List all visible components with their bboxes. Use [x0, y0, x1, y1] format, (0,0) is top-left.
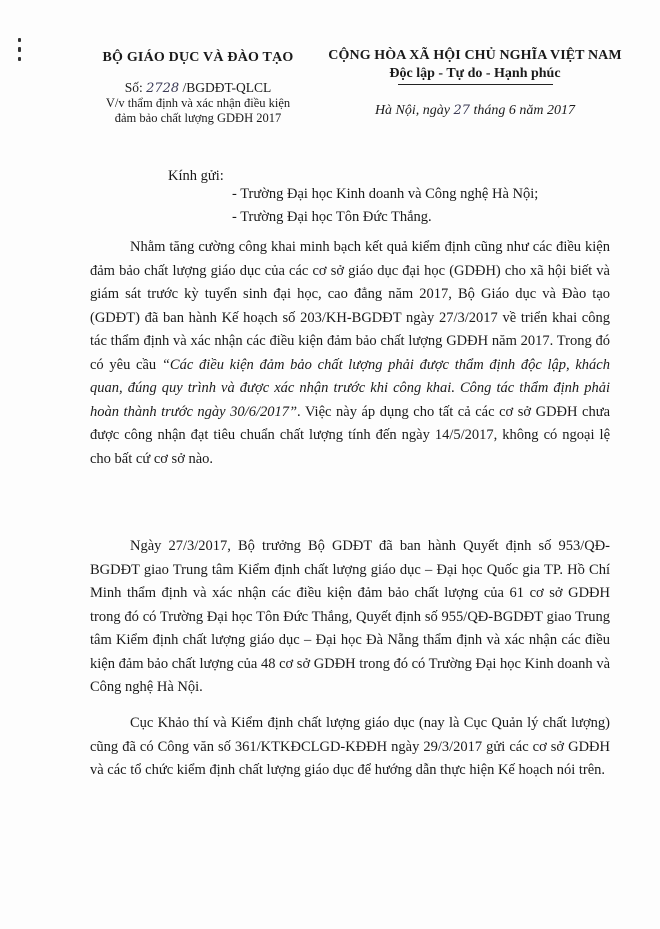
body-paragraph-1 [90, 236, 610, 471]
doc-number-handwritten: 2728 [146, 81, 180, 96]
paragraph-text: . Việc này áp dụng cho tất cả các cơ sở GDĐH chưa được công nhận đạt tiêu chuẩn chất lượng tính đến ngày 14/5/2017, không có ngoại lệ cho bất cứ cơ sở nào. [90, 403, 611, 467]
national-motto: Độc lập - Tự do - Hạnh phúc [389, 66, 561, 81]
paragraph-text: Nhằm tăng cường công khai minh bạch kết quả kiểm định cũng như các điều kiện đảm bảo chất lượng giáo dục của các cơ sở giáo dục đại học (GDĐH) cho xã hội biết và giám sát trước kỳ tuyển sinh đại học, cao đẳng năm 2017, Bộ Giáo dục và Đào tạo (GDĐT) đã ban hành Kế hoạch số 203/KH-BGDĐT ngày 27/3/2017 về triển khai công tác thẩm định và xác nhận các điều kiện đảm bảo chất lượng GDĐH năm 2017. Trong đó có yêu cầu [90, 239, 610, 373]
issuer-block [78, 50, 318, 126]
punch-hole-mark [18, 47, 21, 52]
ministry-name: BỘ GIÁO DỤC VÀ ĐÀO TẠO [102, 50, 294, 65]
date-suffix: tháng 6 năm 2017 [473, 103, 576, 118]
motto-underline [398, 84, 553, 85]
subject-line-2: đảm bảo chất lượng GDĐH 2017 [114, 111, 282, 125]
recipient-item: - Trường Đại học Tôn Đức Thắng. [232, 209, 432, 225]
subject-line [78, 96, 318, 126]
date-prefix: Hà Nội, ngày [374, 103, 450, 118]
doc-number-prefix: Số: [124, 80, 143, 95]
date-day-handwritten: 27 [453, 103, 471, 118]
body-paragraph-2: Ngày 27/3/2017, Bộ trưởng Bộ GDĐT đã ban hành Quyết định số 953/QĐ-BGDĐT giao Trung tâm Kiểm định chất lượng giáo dục – Đại học Quốc gia TP. Hồ Chí Minh thẩm định và xác nhận các điều kiện đảm bảo chất lượng của 61 cơ sở GDĐH trong đó có Trường Đại học Tôn Đức Thắng, Quyết định số 955/QĐ-BGDĐT giao Trung tâm Kiểm định chất lượng giáo dục – Đại học Đà Nẵng thẩm định và xác nhận các điều kiện đảm bảo chất lượng của 48 cơ sở GDĐH trong đó có Trường Đại học Kinh doanh và Công nghệ Hà Nội. [90, 538, 610, 695]
subject-line-1: V/v thẩm định và xác nhận điều kiện [105, 96, 291, 110]
body-paragraph-3: Cục Khảo thí và Kiểm định chất lượng giáo dục (nay là Cục Quản lý chất lượng) cũng đã có Công văn số 361/KTKĐCLGD-KĐĐH ngày 29/3/2017 gửi các cơ sở GDĐH và các tổ chức kiểm định chất lượng giáo dục để hướng dẫn thực hiện Kế hoạch nói trên. [90, 715, 610, 778]
punch-hole-mark [18, 38, 21, 42]
country-name: CỘNG HÒA XÃ HỘI CHỦ NGHĨA VIỆT NAM [328, 48, 622, 63]
quoted-requirement: “Các điều kiện đảm bảo chất lượng phải được thẩm định độc lập, khách quan, đúng quy trình và được xác nhận trước khi công khai. Công tác thẩm định phải hoàn thành trước ngày 30/6/2017” [90, 356, 610, 420]
doc-number-suffix: /BGDĐT-QLCL [182, 80, 272, 95]
punch-hole-mark [18, 57, 21, 61]
recipients-label: Kính gửi: [168, 168, 224, 184]
national-header [325, 48, 625, 119]
place-date [325, 103, 625, 119]
document-number [78, 80, 318, 96]
recipient-item: - Trường Đại học Kinh doanh và Công nghệ Hà Nội; [232, 186, 539, 202]
